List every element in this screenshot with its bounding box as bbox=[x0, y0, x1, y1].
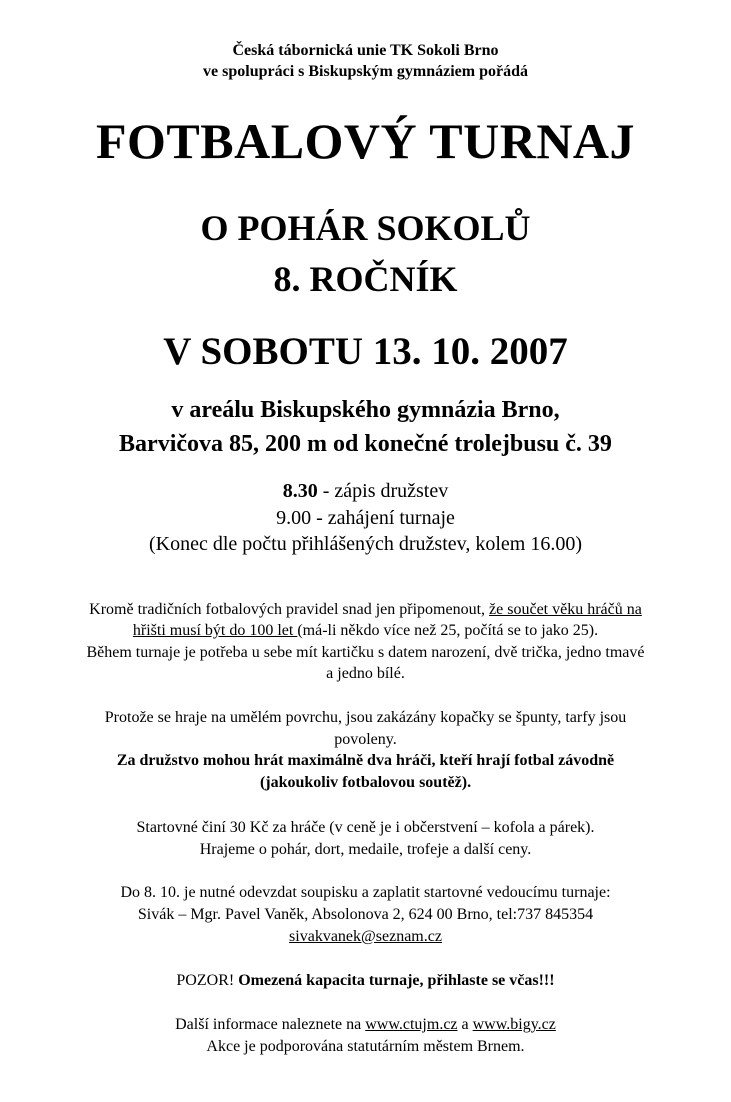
bigy-link[interactable]: www.bigy.cz bbox=[472, 1016, 556, 1033]
rule-age-line-2 bbox=[0, 622, 731, 640]
contact-email-link[interactable]: sivakvanek@seznam.cz bbox=[289, 928, 442, 945]
rule-players-line-1: Za družstvo mohou hrát maximálně dva hráči, kteří hrají fotbal závodně bbox=[116, 752, 615, 769]
capacity-warning bbox=[0, 972, 731, 990]
venue-line-2: Barvičova 85, 200 m od konečné trolejbusu č. 39 bbox=[119, 431, 612, 457]
event-date: V SOBOTU 13. 10. 2007 bbox=[163, 330, 568, 373]
info-intro: Další informace naleznete na bbox=[175, 1016, 366, 1033]
fees-line-2: Hrajeme o pohár, dort, medaile, trofeje a další ceny. bbox=[199, 841, 532, 858]
rule-players-line-2: (jakoukoliv fotbalovou soutěž). bbox=[259, 774, 472, 791]
registration-line-1: Do 8. 10. je nutné odevzdat soupisku a zaplatit startovné vedoucímu turnaje: bbox=[120, 884, 611, 901]
warning-prefix: POZOR! bbox=[176, 972, 239, 989]
venue-line-1: v areálu Biskupského gymnázia Brno, bbox=[171, 397, 560, 423]
rule-equipment-line-1: Během turnaje je potřeba u sebe mít kartičku s datem narození, dvě trička, jedno tmavé bbox=[86, 644, 645, 661]
info-joiner: a bbox=[457, 1016, 473, 1033]
subtitle-edition: 8. ROČNÍK bbox=[273, 259, 458, 299]
registration-text: - zápis družstev bbox=[317, 480, 449, 502]
sponsor-note: Akce je podporována statutárním městem Brnem. bbox=[206, 1038, 525, 1055]
info-links-line bbox=[0, 1016, 731, 1034]
rule-age-emphasis-a: že součet věku hráčů na bbox=[489, 601, 642, 618]
rule-age-note: (má-li někdo více než 25, počítá se to jako 25). bbox=[297, 622, 599, 639]
warning-text: Omezená kapacita turnaje, přihlaste se včas!!! bbox=[238, 972, 555, 989]
registration-contact: Sivák – Mgr. Pavel Vaněk, Absolonova 2, 624 00 Brno, tel:737 845354 bbox=[137, 906, 594, 923]
organizer-line: Česká tábornická unie TK Sokoli Brno bbox=[232, 42, 499, 59]
rule-equipment-line-2: a jedno bílé. bbox=[326, 665, 405, 682]
rule-age-emphasis-b: hřišti musí být do 100 let bbox=[132, 622, 298, 639]
rule-surface-line-1: Protože se hraje na umělém povrchu, jsou zakázány kopačky se špunty, tarfy jsou bbox=[104, 709, 627, 726]
fees-line-1: Startovné činí 30 Kč za hráče (v ceně je i občerstvení – kofola a párek). bbox=[136, 819, 595, 836]
rule-surface-line-2: povoleny. bbox=[334, 731, 397, 748]
schedule-registration bbox=[0, 480, 731, 503]
cooperation-line: ve spolupráci s Biskupským gymnáziem pořádá bbox=[203, 63, 528, 80]
poster-title: FOTBALOVÝ TURNAJ bbox=[95, 113, 636, 169]
rule-age-intro: Kromě tradičních fotbalových pravidel snad jen připomenout, bbox=[89, 601, 490, 618]
schedule-end: (Konec dle počtu přihlášených družstev, kolem 16.00) bbox=[148, 533, 583, 555]
ctujm-link[interactable]: www.ctujm.cz bbox=[365, 1016, 458, 1033]
rule-age-line-1 bbox=[0, 601, 731, 619]
subtitle-trophy: O POHÁR SOKOLŮ bbox=[200, 208, 531, 248]
schedule-start: 9.00 - zahájení turnaje bbox=[276, 507, 455, 529]
registration-time: 8.30 bbox=[282, 480, 318, 502]
registration-email-row bbox=[0, 928, 731, 946]
